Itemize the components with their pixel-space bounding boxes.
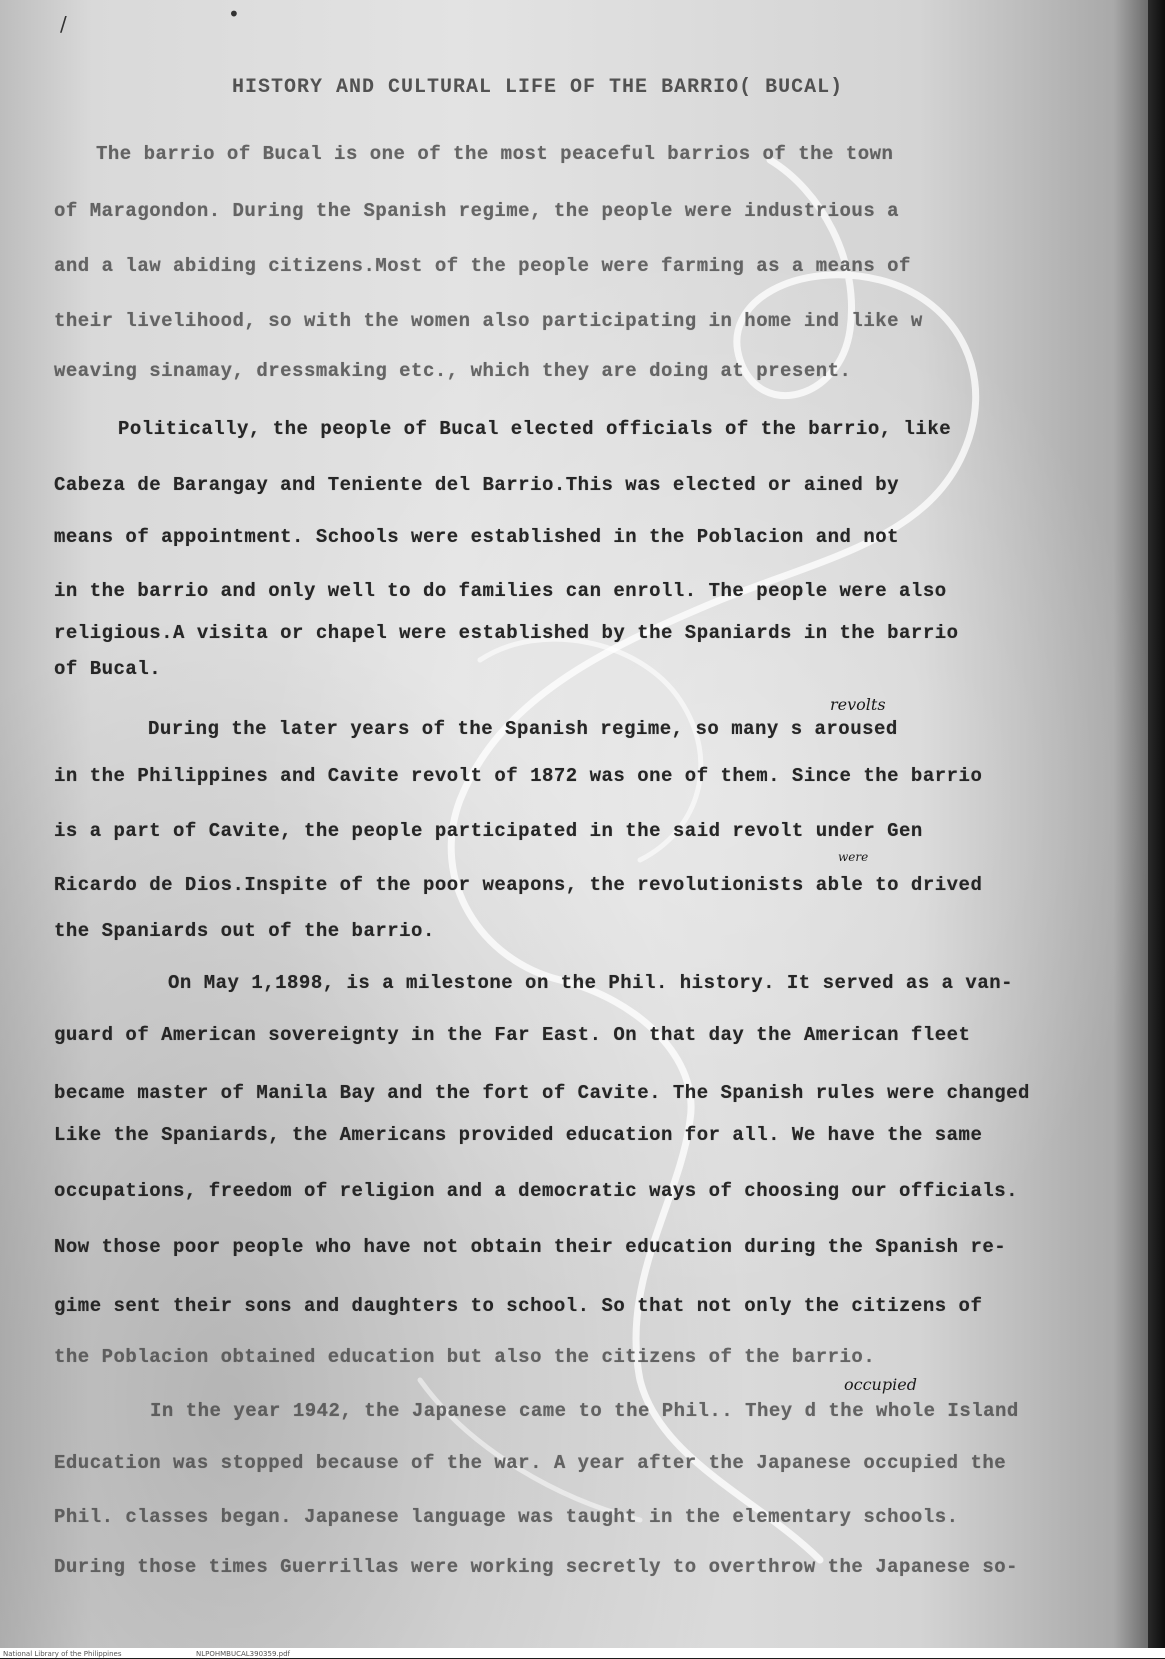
- text-line: weaving sinamay, dressmaking etc., which they are doing at present.: [54, 360, 852, 382]
- page-title: HISTORY AND CULTURAL LIFE OF THE BARRIO( BUCAL): [232, 76, 844, 99]
- ink-dot: •: [228, 2, 240, 26]
- handwritten-occupied: occupied: [844, 1375, 917, 1394]
- text-line: Politically, the people of Bucal elected officials of the barrio, like: [118, 418, 952, 440]
- text-line: gime sent their sons and daughters to school. So that not only the citizens of: [54, 1295, 983, 1317]
- text-line: and a law abiding citizens.Most of the people were farming as a means of: [54, 255, 911, 277]
- text-line: in the barrio and only well to do families can enroll. The people were also: [54, 580, 947, 602]
- text-line: Cabeza de Barangay and Teniente del Barrio.This was elected or ained by: [54, 474, 900, 496]
- text-line: Ricardo de Dios.Inspite of the poor weapons, the revolutionists able to drived: [54, 874, 983, 896]
- text-line: of Maragondon. During the Spanish regime, the people were industrious a: [54, 200, 900, 222]
- text-line: Like the Spaniards, the Americans provided education for all. We have the same: [54, 1124, 983, 1146]
- text-line: religious.A visita or chapel were established by the Spaniards in the barrio: [54, 622, 959, 644]
- text-line: the Poblacion obtained education but also the citizens of the barrio.: [54, 1346, 876, 1368]
- handwritten-revolts: revolts: [830, 695, 886, 714]
- text-line: Now those poor people who have not obtain their education during the Spanish re-: [54, 1236, 1007, 1258]
- text-line: During those times Guerrillas were working secretly to overthrow the Japanese so-: [54, 1556, 1019, 1578]
- text-line: the Spaniards out of the barrio.: [54, 920, 435, 942]
- text-line: During the later years of the Spanish regime, so many s aroused: [148, 718, 898, 740]
- text-line: is a part of Cavite, the people participated in the said revolt under Gen: [54, 820, 923, 842]
- scan-border: [1148, 0, 1165, 1658]
- text-line: means of appointment. Schools were established in the Poblacion and not: [54, 526, 900, 548]
- text-line: occupations, freedom of religion and a democratic ways of choosing our officials.: [54, 1180, 1019, 1202]
- text-line: On May 1,1898, is a milestone on the Phil. history. It served as a van-: [168, 972, 1014, 994]
- text-line: The barrio of Bucal is one of the most peaceful barrios of the town: [96, 143, 894, 165]
- handwritten-were: were: [838, 850, 869, 864]
- text-line: Phil. classes began. Japanese language was taught in the elementary schools.: [54, 1506, 959, 1528]
- text-line: in the Philippines and Cavite revolt of 1872 was one of them. Since the barrio: [54, 765, 983, 787]
- footer-filename: NLPOHMBUCAL390359.pdf: [196, 1650, 290, 1658]
- text-line: became master of Manila Bay and the fort of Cavite. The Spanish rules were changed: [54, 1082, 1030, 1104]
- footer-source: National Library of the Philippines: [3, 1650, 122, 1658]
- footer-strip: [0, 1648, 1165, 1658]
- text-line: guard of American sovereignty in the Far East. On that day the American fleet: [54, 1024, 971, 1046]
- text-line: of Bucal.: [54, 658, 162, 680]
- pencil-mark: /: [60, 12, 67, 36]
- text-line: In the year 1942, the Japanese came to the Phil.. They d the whole Island: [150, 1400, 1019, 1422]
- text-line: their livelihood, so with the women also participating in home ind like w: [54, 310, 923, 332]
- text-line: Education was stopped because of the war. A year after the Japanese occupied the: [54, 1452, 1007, 1474]
